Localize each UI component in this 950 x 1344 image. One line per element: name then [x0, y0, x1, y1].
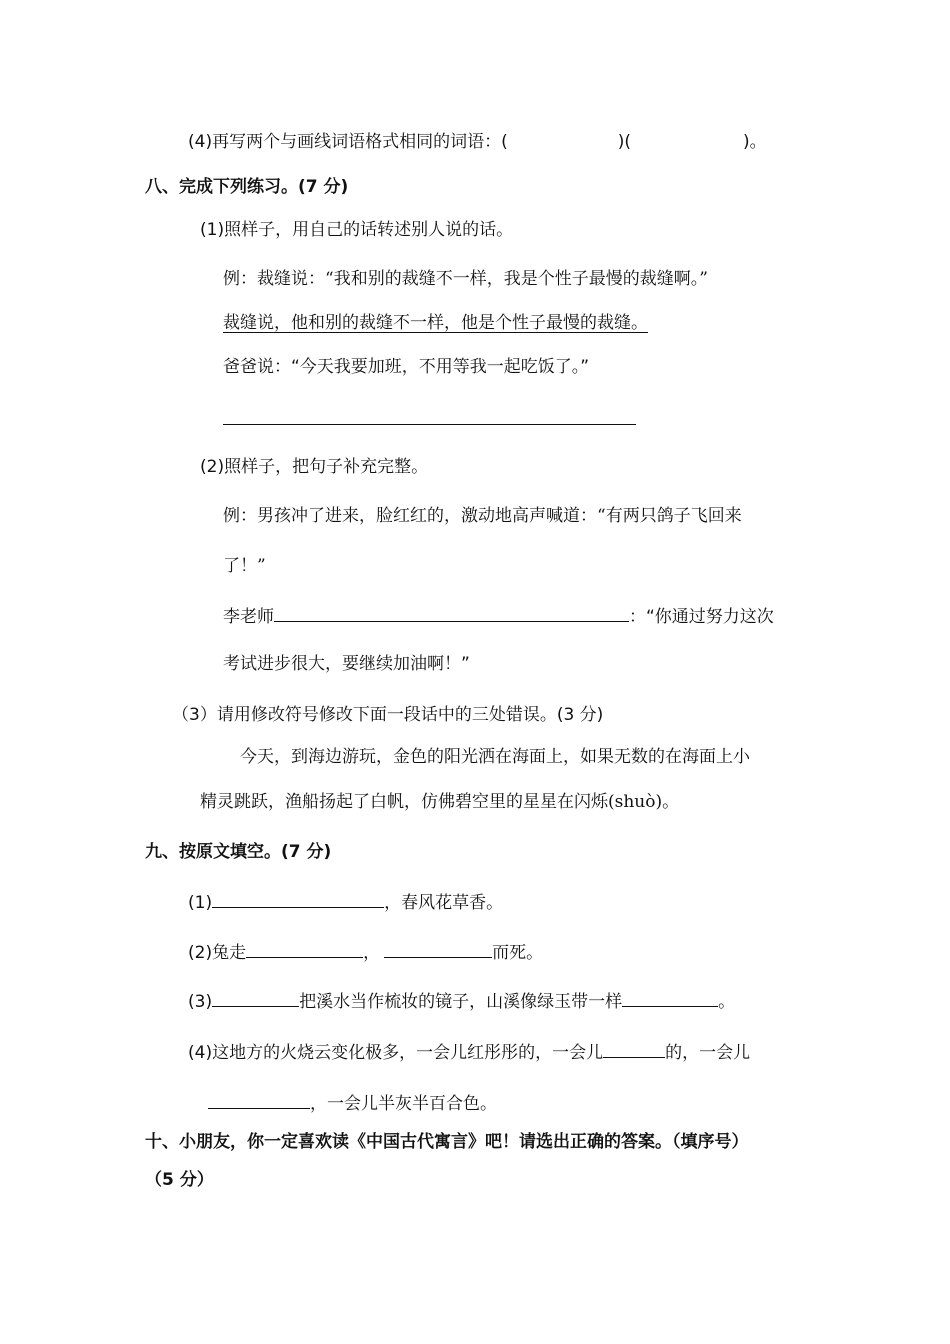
sec8-p2-q-a2: ：“你通过努力这次 — [629, 607, 774, 627]
sec8-p2-example-a: 例：男孩冲了进来，脸红红的，激动地高声喊道：“有两只鸽子飞回来 — [223, 506, 742, 526]
sec8-p1-example: 例：裁缝说：“我和别的裁缝不一样，我是个性子最慢的裁缝啊。” — [223, 269, 708, 289]
sec8-p1-label: (1)照样子，用自己的话转述别人说的话。 — [200, 220, 514, 240]
sec9-q1-blank[interactable] — [212, 889, 384, 908]
sec8-p3-text-a: 今天，到海边游玩，金色的阳光洒在海面上，如果无数的在海面上小 — [240, 747, 750, 767]
sec9-q4-line-a — [188, 1039, 750, 1065]
section-10-score: （5 分） — [145, 1170, 214, 1190]
q7-4-line — [188, 130, 767, 154]
q7-4-text-a: (4)再写两个与画线词语格式相同的词语：( — [188, 132, 508, 152]
sec8-p2-question-a — [223, 603, 774, 629]
sec9-q1 — [188, 889, 503, 915]
q7-4-text-b: )( — [617, 132, 631, 152]
section-8-title: 八、完成下列练习。(7 分) — [145, 177, 349, 197]
sec9-q2-blank-1[interactable] — [246, 939, 363, 958]
sec9-q3-blank-2[interactable] — [622, 988, 718, 1007]
sec9-q4-text-c: ，一会儿半灰半百合色。 — [310, 1094, 497, 1114]
sec8-p2-blank[interactable] — [274, 603, 629, 622]
sec9-q1-num: (1) — [188, 893, 213, 913]
sec8-p2-question-b: 考试进步很大，要继续加油啊！” — [223, 654, 470, 674]
sec9-q4-text-b: 的，一会儿 — [665, 1043, 751, 1063]
sec9-q3-blank-1[interactable] — [212, 988, 299, 1007]
sec8-p1-question: 爸爸说：“今天我要加班，不用等我一起吃饭了。” — [223, 357, 590, 377]
section-9-title: 九、按原文填空。(7 分) — [145, 842, 332, 862]
sec9-q2 — [188, 939, 543, 965]
sec9-q4-blank-2[interactable] — [208, 1090, 310, 1109]
sec8-p3-label: （3）请用修改符号修改下面一段话中的三处错误。(3 分) — [172, 705, 604, 725]
sec9-q3-end: 。 — [718, 992, 736, 1012]
sec9-q2-text-a: (2)兔走 — [188, 943, 247, 963]
sec8-p1-answer-line[interactable] — [223, 424, 636, 425]
sec9-q3-num: (3) — [188, 992, 213, 1012]
sec9-q2-blank-2[interactable] — [384, 939, 492, 958]
sec9-q2-text-b: ， — [363, 943, 381, 963]
section-10-title: 十、小朋友，你一定喜欢读《中国古代寓言》吧！请选出正确的答案。（填序号） — [145, 1132, 749, 1152]
sec9-q2-text-c: 而死。 — [492, 943, 544, 963]
sec9-q4-text-a: (4)这地方的火烧云变化极多，一会儿红彤彤的，一会儿 — [188, 1043, 604, 1063]
sec8-p2-example-b: 了！” — [223, 556, 266, 576]
sec9-q1-text: ，春风花草香。 — [384, 893, 504, 913]
sec8-p3-text-b: 精灵跳跃，渔船扬起了白帆，仿佛碧空里的星星在闪烁(shuò)。 — [200, 792, 680, 812]
sec8-p1-answer: 裁缝说，他和别的裁缝不一样，他是个性子最慢的裁缝。 — [223, 313, 648, 333]
sec9-q3-text: 把溪水当作梳妆的镜子，山溪像绿玉带一样 — [299, 992, 623, 1012]
sec9-q3 — [188, 988, 735, 1014]
sec8-p2-q-a1: 李老师 — [223, 607, 274, 627]
sec9-q4-line-b — [208, 1090, 497, 1116]
q7-4-text-c: )。 — [742, 132, 767, 152]
sec9-q4-blank-1[interactable] — [603, 1039, 665, 1058]
sec8-p2-label: (2)照样子，把句子补充完整。 — [200, 457, 429, 477]
